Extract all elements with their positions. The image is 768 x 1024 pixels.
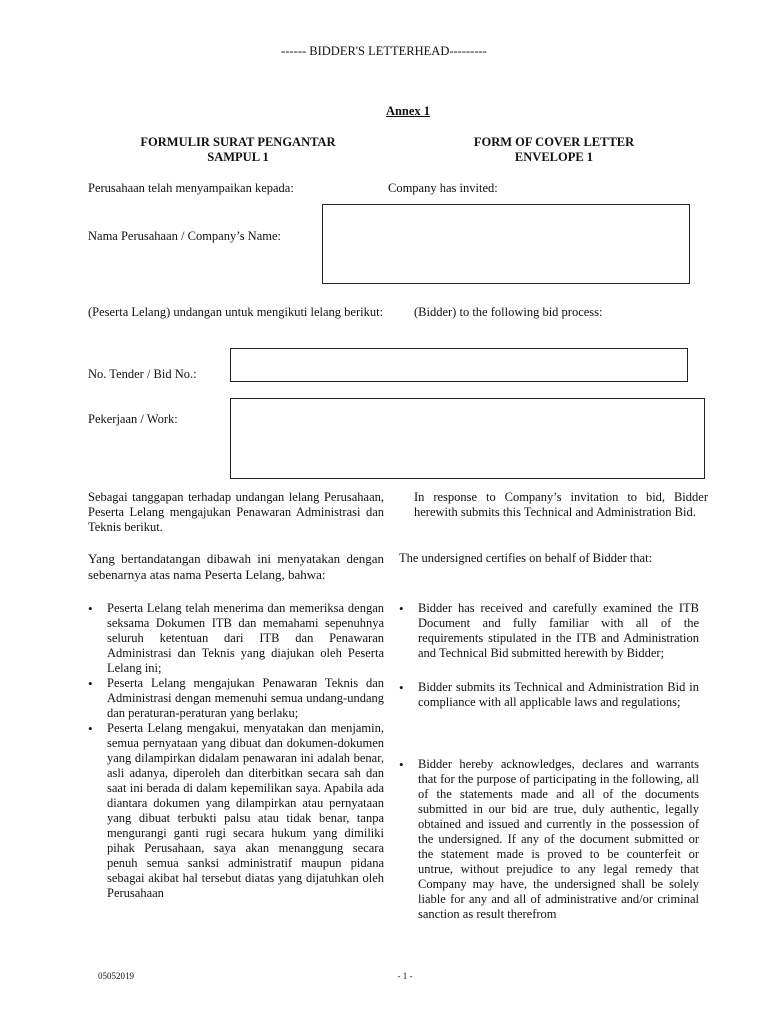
list-item: • Peserta Lelang mengakui, menyatakan dan menjamin, semua pernyataan yang dibuat dan dokumen-dokumen yang dilampirkan didalam penawaran ini adalah benar, asli adanya, diperoleh dan diterbitkan secara sah dan saat ini berada di dalam kepemilikan saya. Apabila ada diantara dokumen yang dilampirkan atau pernyataan yang dibuat terbukti palsu atau tidak benar, tanpa mengurangi ganti rugi secara hukum yang dimiliki pihak Perusahaan, saya akan menanggung secara penuh semua sanksi administratif maupun pidana sebagai akibat hal tersebut diatas yang dijatuhkan oleh Perusahaan: [85, 721, 384, 901]
right-title-line2: ENVELOPE 1: [514, 150, 594, 164]
bullets-left: [85, 601, 384, 901]
left-title-line2: SAMPUL 1: [207, 150, 269, 164]
certify-left: Yang bertandatangan dibawah ini menyatakan dengan sebenarnya atas nama Peserta Lelang, bahwa:: [88, 551, 384, 582]
tender-label: No. Tender / Bid No.:: [88, 367, 197, 381]
bullets-right-3: [396, 757, 699, 922]
response-right: In response to Company’s invitation to bid, Bidder herewith submits this Technical and Administration Bid.: [414, 490, 708, 519]
company-name-box[interactable]: [322, 204, 690, 284]
company-name-label: Nama Perusahaan / Company’s Name:: [88, 229, 282, 243]
tender-box[interactable]: [230, 348, 688, 382]
bullets-right-1: [396, 601, 699, 661]
certify-right: The undersigned certifies on behalf of Bidder that:: [399, 551, 653, 565]
invite-left: Perusahaan telah menyampaikan kepada:: [88, 181, 294, 195]
footer-code: 05052019: [98, 971, 134, 981]
list-item: • Bidder hereby acknowledges, declares and warrants that for the purpose of participating in the following, all of the statements made and all of the documents submitted in our bid are true, duly authentic, legally obtained and issued and currently in the possession of the undersigned. If any of the document submitted or the statement made is proved to be counterfeit or untrue, without prejudice to any legal remedy that Company may have, the undersigned shall be solely liable for any and all of administrative and/or criminal sanction as result therefrom: [396, 757, 699, 922]
work-box[interactable]: [230, 398, 705, 479]
left-title: [88, 135, 388, 165]
bidder-line-left: (Peserta Lelang) undangan untuk mengikuti lelang berikut:: [88, 305, 384, 319]
response-left: Sebagai tanggapan terhadap undangan lelang Perusahaan, Peserta Lelang mengajukan Penawaran Administrasi dan Teknis berikut.: [88, 490, 384, 534]
list-item: • Bidder submits its Technical and Administration Bid in compliance with all applicable laws and regulations;: [396, 680, 699, 710]
invite-right: Company has invited:: [388, 181, 498, 195]
list-item: • Peserta Lelang mengajukan Penawaran Teknis dan Administrasi dengan memenuhi semua undang-undang dan peraturan-peraturan yang berlaku;: [85, 676, 384, 721]
annex-title: Annex 1: [385, 104, 431, 118]
right-title: [404, 135, 704, 165]
left-title-line1: FORMULIR SURAT PENGANTAR: [140, 135, 336, 149]
page-number: - 1 -: [397, 971, 413, 981]
list-item: • Peserta Lelang telah menerima dan memeriksa dengan seksama Dokumen ITB dan memahami sepenuhnya seluruh ketentuan dari ITB dan Penawaran Administrasi dan Teknis yang diajukan oleh Peserta Lelang ini;: [85, 601, 384, 676]
work-label: Pekerjaan / Work:: [88, 412, 178, 426]
bidder-line-right: (Bidder) to the following bid process:: [414, 305, 603, 319]
list-item: • Bidder has received and carefully examined the ITB Document and fully familiar with all of the requirements stipulated in the ITB and Administration and Technical Bid submitted herewith by Bidder;: [396, 601, 699, 661]
bullets-right-2: [396, 680, 699, 710]
right-title-line1: FORM OF COVER LETTER: [473, 135, 635, 149]
letterhead: ------ BIDDER'S LETTERHEAD---------: [281, 44, 487, 58]
